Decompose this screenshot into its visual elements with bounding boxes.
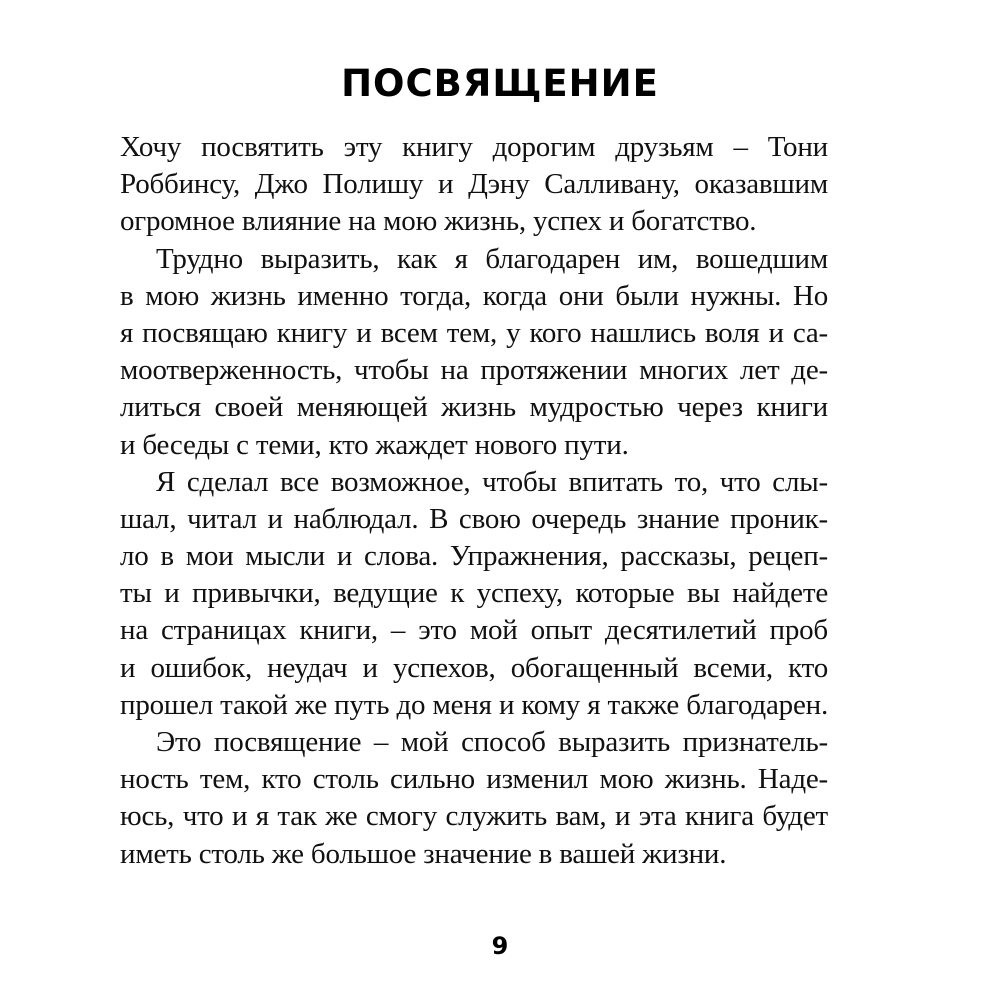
text-line: ность тем, кто столь сильно изменил мою жизнь. Наде- — [120, 763, 828, 796]
text-line: на страницах книги, – это мой опыт десятилетий проб — [120, 614, 828, 647]
text-line: Роббинсу, Джо Полишу и Дэну Салливану, оказавшим — [120, 168, 828, 201]
text-line: Это посвящение – мой способ выразить признатель- — [156, 726, 828, 758]
dedication-body — [120, 129, 828, 873]
text-line: шал, читал и наблюдал. В свою очередь знание проник- — [120, 502, 828, 535]
text-line: в мою жизнь именно тогда, когда они были нужны. Но — [120, 279, 828, 312]
text-line: литься своей меняющей жизнь мудростью через книги — [120, 391, 828, 424]
text-line: юсь, что и я так же смогу служить вам, и эта книга будет — [120, 800, 828, 833]
text-line: и ошибок, неудач и успехов, обогащенный всеми, кто — [120, 651, 828, 684]
text-line: ты и привычки, ведущие к успеху, которые вы найдете — [120, 577, 828, 610]
text-line: ло в мои мысли и слова. Упражнения, рассказы, рецеп- — [120, 540, 828, 573]
text-line: и беседы с теми, кто жаждет нового пути. — [120, 428, 629, 461]
text-line: Хочу посвятить эту книгу дорогим друзьям – Тони — [120, 131, 828, 163]
text-line: моотверженность, чтобы на протяжении многих лет де- — [120, 354, 828, 387]
page-number: 9 — [491, 932, 509, 960]
text-line: Трудно выразить, как я благодарен им, вошедшим — [156, 242, 828, 275]
page-title: ПОСВЯЩЕНИЕ — [341, 62, 659, 105]
text-line: я посвящаю книгу и всем тем, у кого нашлись воля и са- — [120, 316, 828, 349]
text-line: Я сделал все возможное, чтобы впитать то, что слы- — [156, 465, 828, 498]
text-line: огромное влияние на мою жизнь, успех и богатство. — [120, 205, 757, 238]
text-line: прошел такой же путь до меня и кому я также благодарен. — [120, 688, 828, 721]
text-line: иметь столь же большое значение в вашей жизни. — [120, 837, 727, 870]
